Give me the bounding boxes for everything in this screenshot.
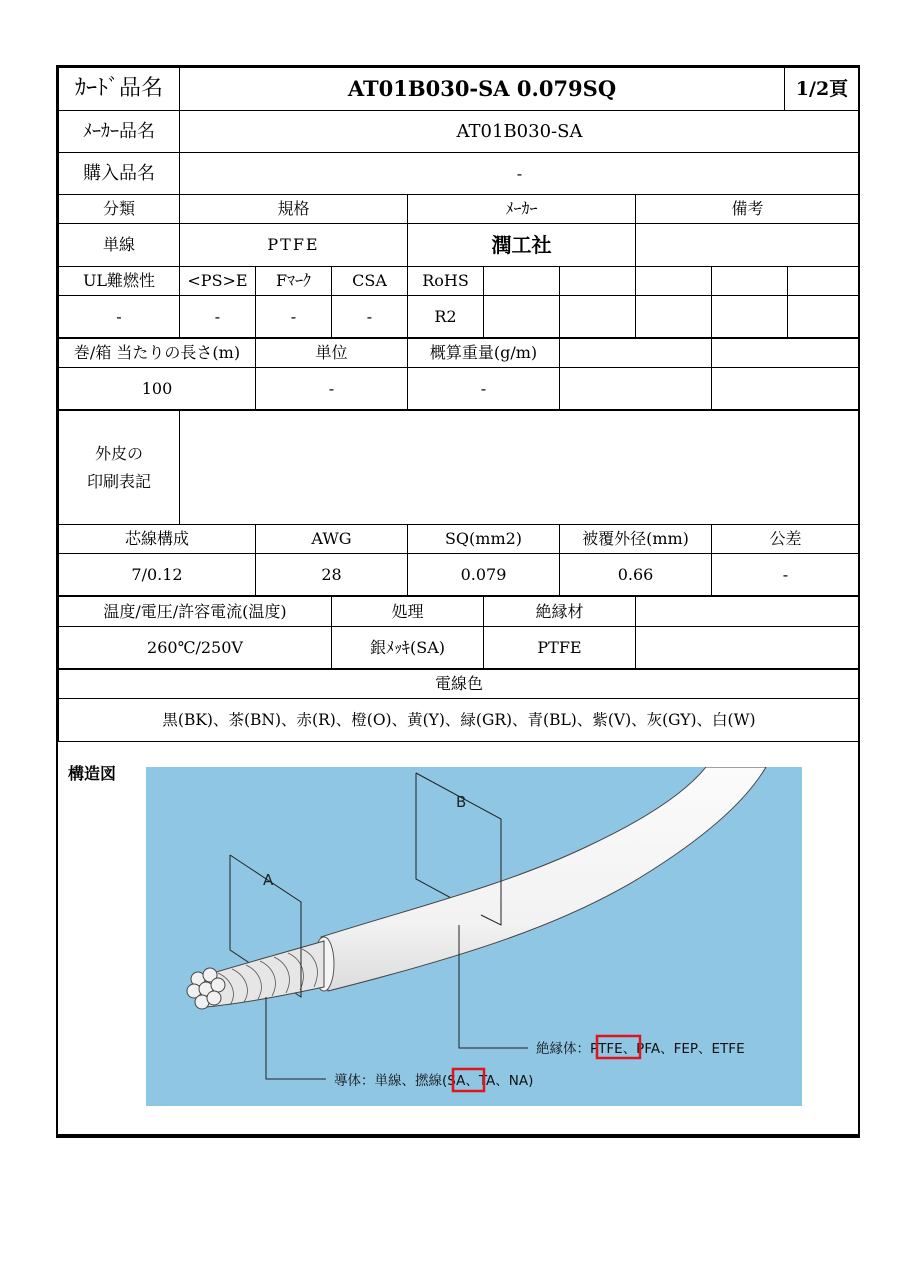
cert-header-blank (483, 266, 560, 296)
print-marking-label: 外皮の 印刷表記 (58, 410, 180, 525)
cert-header-blank (787, 266, 860, 296)
length-value: 100 (58, 367, 256, 411)
plane-a-tag: A (263, 871, 274, 889)
standard-header: 規格 (179, 194, 408, 224)
outer-diameter-header: 被覆外径(mm) (559, 524, 712, 554)
insulation-callout: 絶縁体：PTFE、PFA、FEP、ETFE (536, 1041, 745, 1057)
maker-header: ﾒｰｶｰ (407, 194, 636, 224)
cert-value-fmark: - (255, 295, 332, 339)
stranding-value: 7/0.12 (58, 553, 256, 597)
weight-header: 概算重量(g/m) (407, 338, 560, 368)
maker-part-value: AT01B030-SA (179, 110, 860, 153)
remarks-header: 備考 (635, 194, 860, 224)
weight-value: - (407, 367, 560, 411)
insulation-value: PTFE (483, 626, 636, 670)
page-number: 1/2頁 (784, 67, 860, 111)
category-header: 分類 (58, 194, 180, 224)
packaging-header-blank (711, 338, 860, 368)
standard-value: PTFE (179, 223, 408, 267)
wire-color-value: 黒(BK)、茶(BN)、赤(R)、橙(O)、黄(Y)、緑(GR)、青(BL)、紫(V)、灰(GY)、白(W) (58, 698, 860, 742)
category-value: 単線 (58, 223, 180, 267)
unit-header: 単位 (255, 338, 408, 368)
structure-diagram-label: 構造図 (68, 764, 117, 783)
outer-diameter-value: 0.66 (559, 553, 712, 597)
cert-value-ul: - (58, 295, 180, 339)
awg-value: 28 (255, 553, 408, 597)
rating-value-blank (635, 626, 860, 670)
cert-header-rohs: RoHS (407, 266, 484, 296)
conductor-callout: 導体：単線、撚線(SA、TA、NA) (334, 1073, 534, 1089)
cert-value-pse: - (179, 295, 256, 339)
cert-value-csa: - (331, 295, 408, 339)
length-header: 巻/箱 当たりの長さ(m) (58, 338, 256, 368)
cert-value-rohs: R2 (407, 295, 484, 339)
wire-structure-diagram (146, 767, 802, 1106)
unit-value: - (255, 367, 408, 411)
cert-header-csa: CSA (331, 266, 408, 296)
cert-header-blank (559, 266, 636, 296)
maker-value: 潤工社 (407, 223, 636, 267)
packaging-header-blank (559, 338, 712, 368)
tolerance-header: 公差 (711, 524, 860, 554)
remarks-value (635, 223, 860, 267)
wire-color-label: 電線色 (58, 669, 860, 699)
cert-value-blank (711, 295, 788, 339)
spec-sheet (56, 65, 860, 1138)
packaging-value-blank (559, 367, 712, 411)
cert-value-blank (559, 295, 636, 339)
cert-header-fmark: Fﾏｰｸ (255, 266, 332, 296)
sq-value: 0.079 (407, 553, 560, 597)
tolerance-value: - (711, 553, 860, 597)
cert-header-pse: <PS>E (179, 266, 256, 296)
treatment-value: 銀ﾒｯｷ(SA) (331, 626, 484, 670)
purchase-part-value: - (179, 152, 860, 195)
temp-voltage-header: 温度/電圧/許容電流(温度) (58, 596, 332, 627)
cert-header-blank (635, 266, 712, 296)
rating-header-blank (635, 596, 860, 627)
card-name-label: ｶｰﾄﾞ品名 (58, 67, 180, 111)
cert-header-ul: UL難燃性 (58, 266, 180, 296)
awg-header: AWG (255, 524, 408, 554)
treatment-header: 処理 (331, 596, 484, 627)
temp-voltage-value: 260℃/250V (58, 626, 332, 670)
cert-header-blank (711, 266, 788, 296)
maker-part-label: ﾒｰｶｰ品名 (58, 110, 180, 153)
packaging-value-blank (711, 367, 860, 411)
plane-b-tag: B (456, 793, 467, 811)
sq-header: SQ(mm2) (407, 524, 560, 554)
stranding-header: 芯線構成 (58, 524, 256, 554)
purchase-part-label: 購入品名 (58, 152, 180, 195)
card-name-value: AT01B030-SA 0.079SQ (179, 67, 785, 111)
cert-value-blank (787, 295, 860, 339)
cert-value-blank (483, 295, 560, 339)
insulation-header: 絶縁材 (483, 596, 636, 627)
print-marking-value (179, 410, 860, 525)
cert-value-blank (635, 295, 712, 339)
